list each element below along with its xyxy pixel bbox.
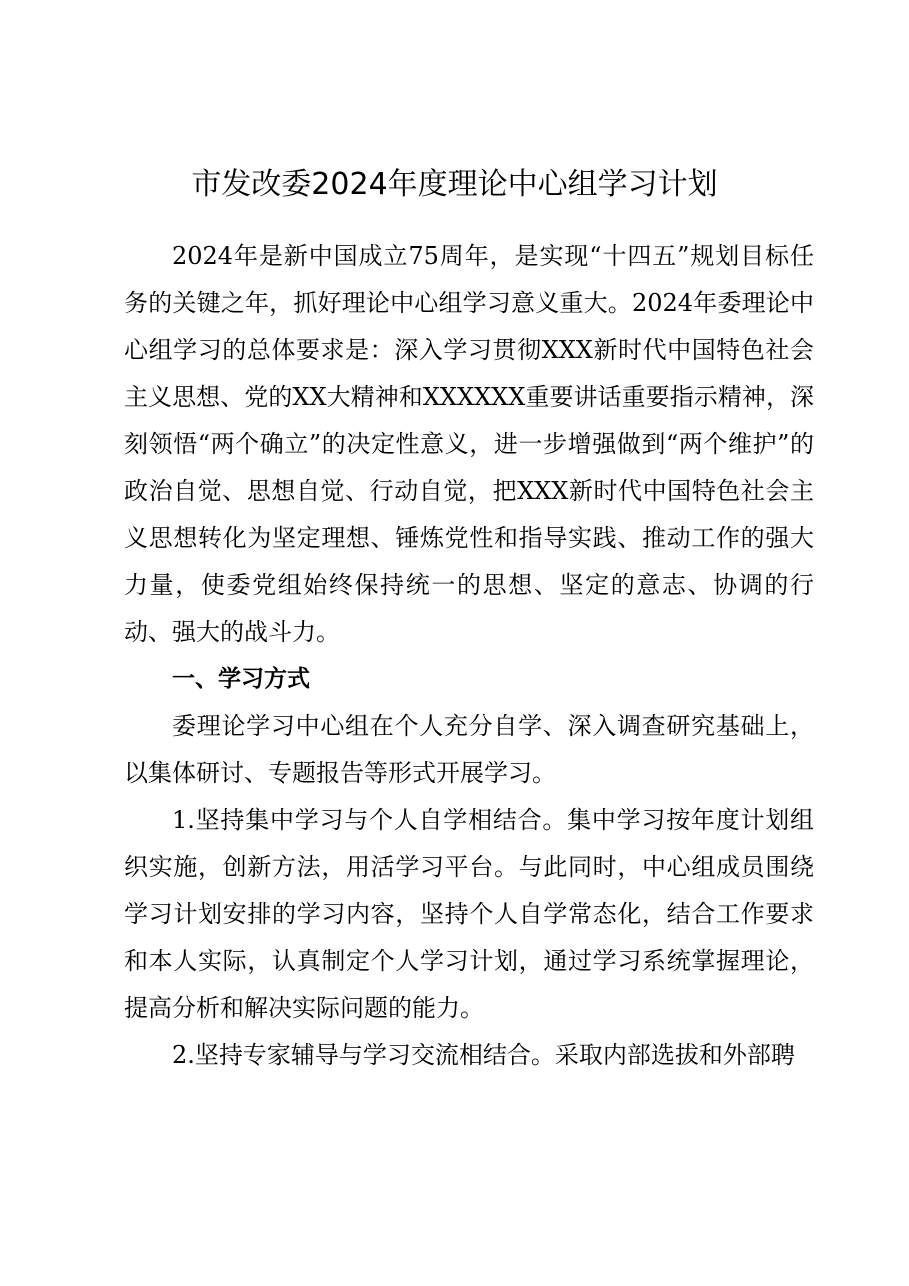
document-body	[124, 233, 814, 1079]
list-item-1: 1.坚持集中学习与个人自学相结合。集中学习按年度计划组织实施，创新方法，用活学习平台。与此同时，中心组成员围绕学习计划安排的学习内容，坚持个人自学常态化，结合工作要求和本人实际，认真制定个人学习计划，通过学习系统掌握理论，提高分析和解决实际问题的能力。	[124, 806, 814, 1022]
intro-paragraph: 2024年是新中国成立75周年，是实现“十四五”规划目标任务的关键之年，抓好理论中心组学习意义重大。2024年委理论中心组学习的总体要求是：深入学习贯彻XXX新时代中国特色社会主义思想、党的XX大精神和XXXXXX重要讲话重要指示精神，深刻领悟“两个确立”的决定性意义，进一步增强做到“两个维护”的政治自觉、思想自觉、行动自觉，把XXX新时代中国特色社会主义思想转化为坚定理想、锤炼党性和指导实践、推动工作的强大力量，使委党组始终保持统一的思想、坚定的意志、协调的行动、强大的战斗力。	[124, 242, 814, 646]
document-title: 市发改委2024年度理论中心组学习计划	[191, 167, 718, 202]
section-heading-study-methods: 一、学习方式	[172, 666, 310, 692]
list-item-2: 2.坚持专家辅导与学习交流相结合。采取内部选拔和外部聘	[172, 1041, 795, 1069]
section-intro-paragraph: 委理论学习中心组在个人充分自学、深入调查研究基础上，以集体研讨、专题报告等形式开展学习。	[124, 712, 814, 787]
